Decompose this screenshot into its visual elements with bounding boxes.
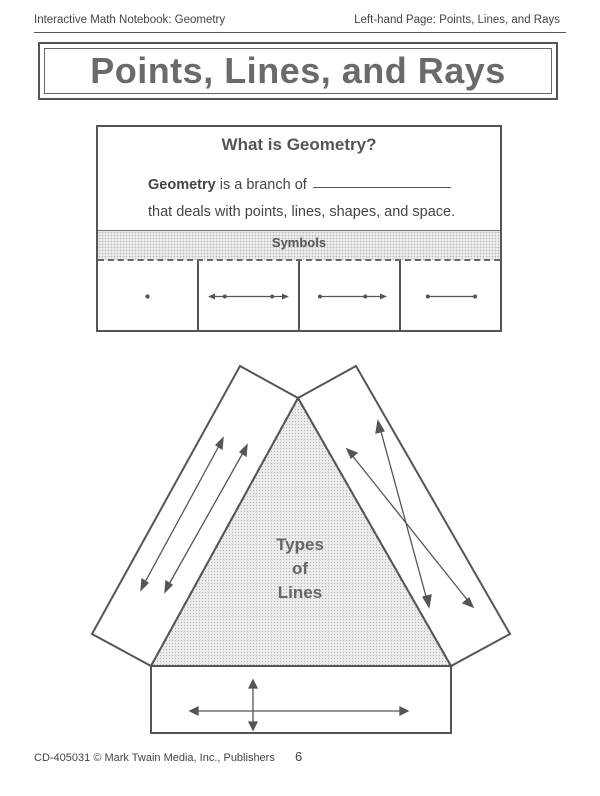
definition-term: Geometry bbox=[148, 177, 216, 193]
center-triangle bbox=[151, 398, 451, 666]
page-title: Points, Lines, and Rays bbox=[90, 50, 506, 91]
types-label-line-1: Types bbox=[276, 535, 324, 554]
definition-line-2: that deals with points, lines, shapes, and space. bbox=[148, 204, 456, 220]
page-number: 6 bbox=[295, 749, 303, 764]
types-label-line-2: of bbox=[291, 559, 309, 578]
footer-copyright: CD-405031 © Mark Twain Media, Inc., Publishers bbox=[34, 752, 275, 764]
symbols-label: Symbols bbox=[271, 235, 327, 250]
types-of-lines-label bbox=[250, 533, 350, 605]
flap-perpendicular-lines[interactable] bbox=[151, 666, 451, 733]
header-right: Left-hand Page: Points, Lines, and Rays bbox=[354, 14, 560, 26]
definition-text: is a branch of bbox=[215, 177, 307, 193]
perpendicular-lines-icon bbox=[190, 680, 408, 730]
types-label-line-3: Lines bbox=[277, 583, 323, 602]
geometry-question-heading: What is Geometry? bbox=[221, 135, 377, 154]
header-left: Interactive Math Notebook: Geometry bbox=[34, 14, 226, 26]
